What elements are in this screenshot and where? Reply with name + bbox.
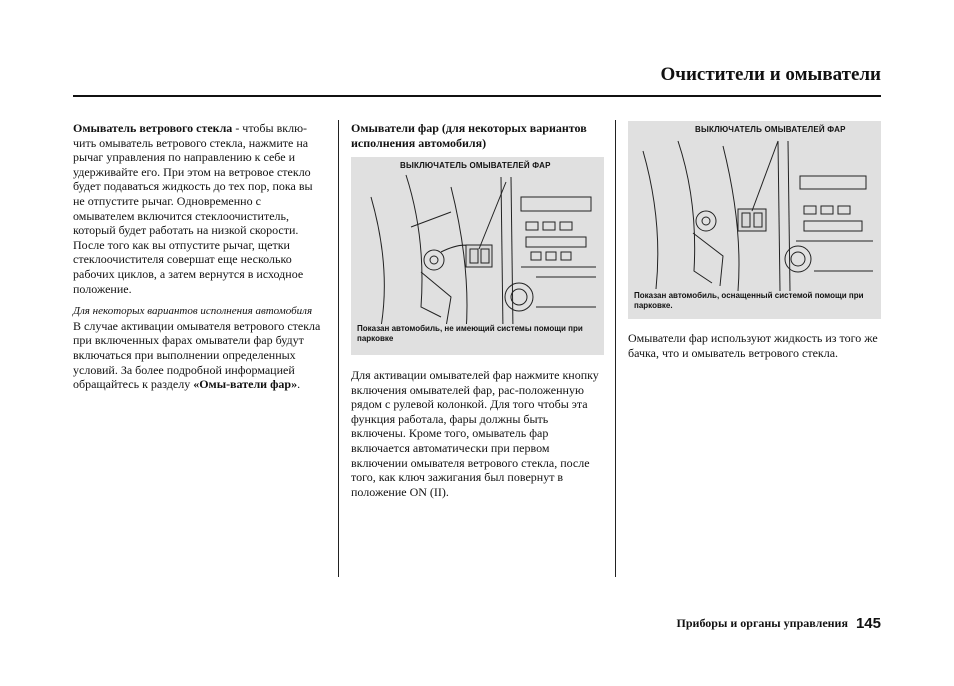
lead-term: Омыватель ветрового стекла [73, 121, 233, 135]
page-number: 145 [855, 614, 881, 632]
paragraph-end: . [297, 377, 301, 392]
paragraph-fluid-reservoir: Омыватели фар используют жидкость из того же бачка, что и омыватель ветрового стекла. [628, 331, 878, 360]
paragraph-text: - чтобы вклю-чить омыватель ветрового стекла, нажмите на рычаг управления по направлению к себе и удерживайте его. При этом на ветровое стекло будет подаваться жидкость до тех пор, пока вы не отпустите рычаг. Одновременно с омывателем включится стеклоочиститель, который будет работать на низкой скорости. После того как вы отпустите рычаг, щетки стеклоочистителя совершат еще несколько рабочих циклов, а затем вернутся в исходное положение. [73, 121, 313, 296]
page-title: Очистители и омыватели [660, 64, 881, 85]
paragraph-headlight-washer: Для активации омывателей фар нажмите кнопку включения омывателей фар, рас-положенную рядом с рулевой колонкой. Для того чтобы эта функция работала, фары должны быть включены. Кроме того, омыватель фар включается автоматически при первом включении омывателя ветрового стекла, после того, как ключ зажигания был повернут в положение ON (II). [351, 368, 599, 499]
figure-headlight-washer-switch-2 [628, 121, 881, 319]
section-heading: Омыватели фар (для некоторых вариантов исполнения автомобиля) [351, 121, 587, 150]
figure-caption: Показан автомобиль, оснащенный системой помощи при парковке. [634, 291, 874, 311]
column-divider [615, 120, 616, 577]
section-reference: «Омы-ватели фар» [193, 377, 298, 392]
figure-headlight-washer-switch-1 [351, 157, 604, 355]
variant-note: Для некоторых вариантов исполнения автомобиля [73, 305, 313, 318]
page-footer [677, 614, 881, 632]
column-2-body [351, 368, 605, 499]
paragraph-headlight-activation [73, 319, 325, 392]
column-divider [338, 120, 339, 577]
figure-caption: Показан автомобиль, не имеющий системы помощи при парковке [357, 324, 597, 344]
paragraph-text: В случае активации омывателя ветрового стекла при включенных фарах омыватели фар будут включаться при выполнении определенных условий. За более подробной информацией обращайтесь к разделу [73, 318, 321, 392]
figure-label: ВЫКЛЮЧАТЕЛЬ ОМЫВАТЕЛЕЙ ФАР [695, 125, 846, 134]
paragraph-windshield-washer [73, 121, 325, 296]
header-rule [73, 95, 881, 97]
column-1 [73, 121, 325, 392]
figure-label: ВЫКЛЮЧАТЕЛЬ ОМЫВАТЕЛЕЙ ФАР [400, 161, 551, 170]
dashboard-illustration [628, 121, 881, 319]
column-3-body [628, 331, 884, 360]
column-2 [351, 121, 605, 150]
section-name: Приборы и органы управления [676, 615, 848, 630]
